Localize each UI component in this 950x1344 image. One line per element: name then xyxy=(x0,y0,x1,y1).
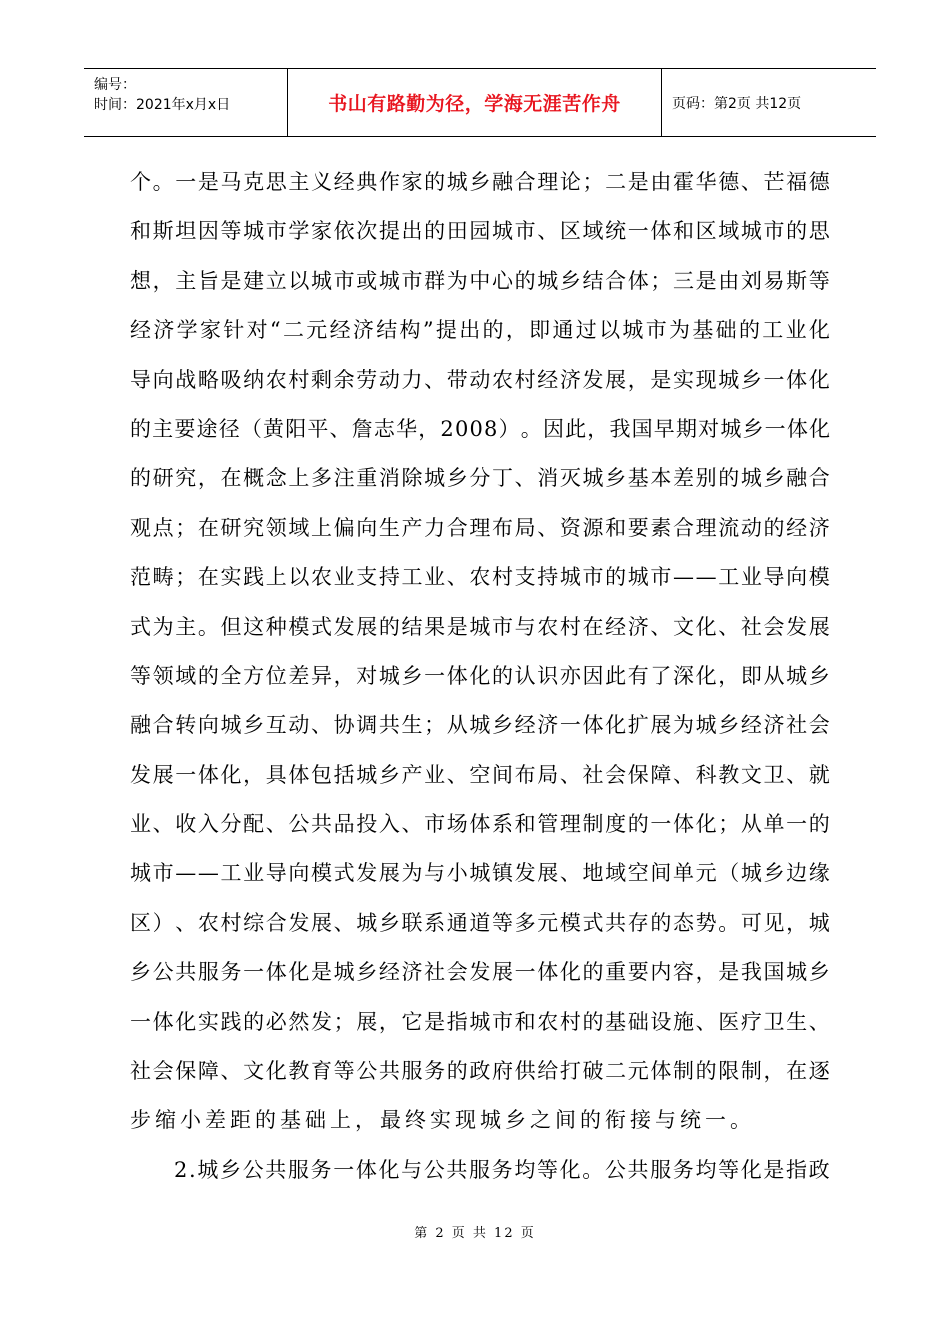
header-meta xyxy=(84,69,288,136)
document-number-label: 编号： xyxy=(94,77,136,93)
body-line: 的 研 究 ， 在 概 念 上 多 注 重 消 除 城 乡 分 丁 、 消 灭 城 乡 基 本 差 别 的 城 乡 融 合 xyxy=(130,466,830,491)
body-line: 想 ， 主 旨 是 建 立 以 城 市 或 城 市 群 为 中 心 的 城 乡 结 合 体 ； 三 是 由 刘 易 斯 等 xyxy=(130,268,830,293)
body-line: 一 体 化 实 践 的 必 然 发 ； 展 ， 它 是 指 城 市 和 农 村 的 基 础 设 施 、 医 疗 卫 生 、 xyxy=(130,1009,830,1034)
body-line: 等 领 域 的 全 方 位 差 异 ， 对 城 乡 一 体 化 的 认 识 亦 因 此 有 了 深 化 ， 即 从 城 乡 xyxy=(130,663,830,688)
document-header xyxy=(84,68,876,137)
document-body xyxy=(130,158,830,1195)
body-line: 发 展 一 体 化 ， 具 体 包 括 城 乡 产 业 、 空 间 布 局 、 社 会 保 障 、 科 教 文 卫 、 就 xyxy=(130,762,830,787)
header-page-number: 页码：第2页 共12页 xyxy=(672,95,802,112)
body-line: 社 会 保 障 、 文 化 教 育 等 公 共 服 务 的 政 府 供 给 打 破 二 元 体 制 的 限 制 ， 在 逐 xyxy=(130,1059,830,1084)
body-line: 范 畴 ； 在 实 践 上 以 农 业 支 持 工 业 、 农 村 支 持 城 市 的 城 市 — — 工 业 导 向 模 xyxy=(130,565,830,590)
body-line: 经 济 学 家 针 对 “ 二 元 经 济 结 构 ” 提 出 的 ， 即 通 过 以 城 市 为 基 础 的 工 业 化 xyxy=(130,318,830,343)
body-line: 和 斯 坦 因 等 城 市 学 家 依 次 提 出 的 田 园 城 市 、 区 域 统 一 体 和 区 域 城 市 的 思 xyxy=(130,219,830,244)
body-line: 的 主 要 途 径 （ 黄 阳 平 、 詹 志 华 ， 2 0 0 8 ） 。 因 此 ， 我 国 早 期 对 城 乡 一 体 化 xyxy=(130,416,830,441)
body-line-section-heading: 2 . 城 乡 公 共 服 务 一 体 化 与 公 共 服 务 均 等 化 。 公 共 服 务 均 等 化 是 指 政 xyxy=(174,1157,830,1182)
body-line: 融 合 转 向 城 乡 互 动 、 协 调 共 生 ； 从 城 乡 经 济 一 体 化 扩 展 为 城 乡 经 济 社 会 xyxy=(130,713,830,738)
body-line: 个 。 一 是 马 克 思 主 义 经 典 作 家 的 城 乡 融 合 理 论 ； 二 是 由 霍 华 德 、 芒 福 德 xyxy=(130,170,830,194)
body-line: 业 、 收 入 分 配 、 公 共 品 投 入 、 市 场 体 系 和 管 理 制 度 的 一 体 化 ； 从 单 一 的 xyxy=(130,812,830,837)
body-line: 观 点 ； 在 研 究 领 域 上 偏 向 生 产 力 合 理 布 局 、 资 源 和 要 素 合 理 流 动 的 经 济 xyxy=(130,515,830,540)
body-line: 步缩小差距的基础上，最终实现城乡之间的衔接与统一。 xyxy=(130,1108,755,1133)
header-motto: 书山有路勤为径，学海无涯苦作舟 xyxy=(288,69,662,136)
document-time-label: 时间：2021年x月x日 xyxy=(94,97,231,113)
body-line: 区 ） 、 农 村 综 合 发 展 、 城 乡 联 系 通 道 等 多 元 模 式 共 存 的 态 势 。 可 见 ， 城 xyxy=(130,910,830,935)
body-line: 城 市 — — 工 业 导 向 模 式 发 展 为 与 小 城 镇 发 展 、 地 域 空 间 单 元 （ 城 乡 边 缘 xyxy=(130,861,830,886)
page-footer: 第 2 页 共 12 页 xyxy=(414,1226,536,1241)
body-line: 乡 公 共 服 务 一 体 化 是 城 乡 经 济 社 会 发 展 一 体 化 的 重 要 内 容 ， 是 我 国 城 乡 xyxy=(130,960,830,985)
body-line: 导 向 战 略 吸 纳 农 村 剩 余 劳 动 力 、 带 动 农 村 经 济 发 展 ， 是 实 现 城 乡 一 体 化 xyxy=(130,367,830,392)
body-line: 式 为 主 。 但 这 种 模 式 发 展 的 结 果 是 城 市 与 农 村 在 经 济 、 文 化 、 社 会 发 展 xyxy=(130,614,830,639)
